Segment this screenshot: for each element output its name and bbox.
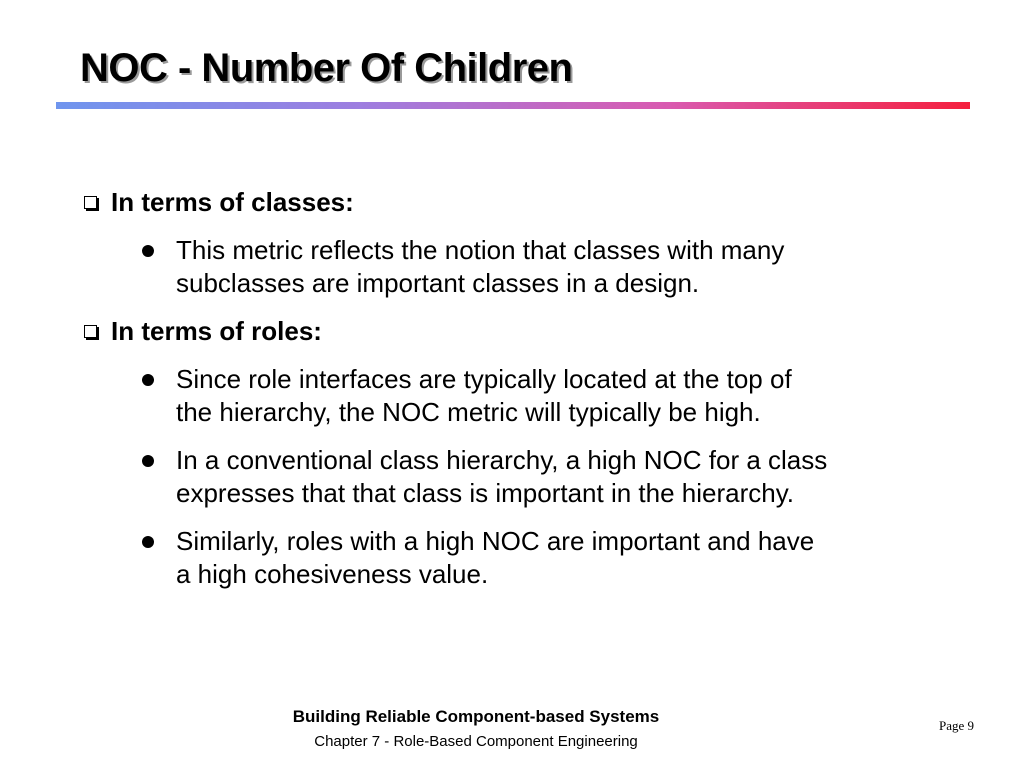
bullet-dot-icon (142, 374, 154, 386)
bullet-line: Similarly, roles with a high NOC are important and have (176, 526, 815, 556)
footer-chapter: Chapter 7 - Role-Based Component Engineering (314, 733, 638, 750)
checkbox-bullet-icon (84, 325, 97, 338)
bullet-line: expresses that that class is important in the hierarchy. (176, 478, 795, 508)
bullet-line: Since role interfaces are typically located at the top of (176, 364, 792, 394)
bullet-dot-icon (142, 536, 154, 548)
slide-title: NOC - Number Of Children (80, 46, 573, 90)
section-heading-roles (84, 315, 322, 347)
bullet-dot-icon (142, 455, 154, 467)
bullet-line: the hierarchy, the NOC metric will typically be high. (176, 397, 761, 427)
page-number: Page 9 (938, 718, 974, 733)
bullet-line: subclasses are important classes in a design. (176, 268, 700, 298)
checkbox-bullet-icon (84, 196, 97, 209)
bullet-line: a high cohesiveness value. (176, 559, 489, 589)
section-heading-text: In terms of roles: (111, 316, 322, 346)
bullet-line: This metric reflects the notion that classes with many (176, 235, 785, 265)
section-heading-classes (84, 186, 354, 218)
footer-book-title: Building Reliable Component-based Systems (292, 707, 660, 726)
bullet-line: In a conventional class hierarchy, a high NOC for a class (176, 445, 828, 475)
bullet-dot-icon (142, 245, 154, 257)
section-heading-text: In terms of classes: (111, 187, 354, 217)
